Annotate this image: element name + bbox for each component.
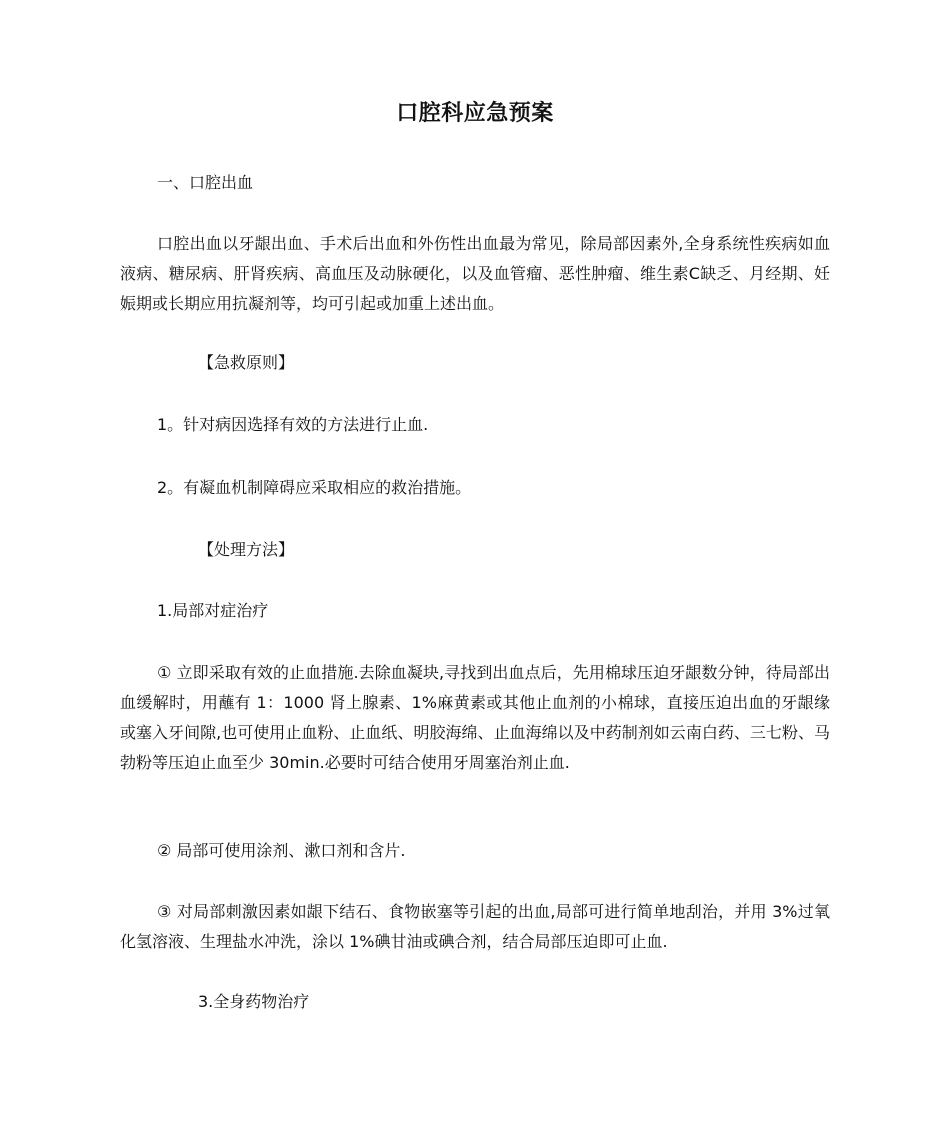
principle-item-1: 1。针对病因选择有效的方法进行止血. bbox=[157, 415, 429, 434]
document-title: 口腔科应急预案 bbox=[396, 101, 554, 126]
section-heading-oral-bleeding: 一、口腔出血 bbox=[157, 173, 254, 192]
systemic-treatment-heading: 3.全身药物治疗 bbox=[198, 992, 310, 1011]
principle-item-2: 2。有凝血机制障碍应采取相应的救治措施。 bbox=[157, 478, 472, 497]
treatment-step-3: ③ 对局部刺激因素如龈下结石、食物嵌塞等引起的出血,局部可进行简单地刮治，并用 3%过氧化氢溶液、生理盐水冲洗，涂以 1%碘甘油或碘合剂，结合局部压迫即可止血. bbox=[120, 902, 830, 951]
treatment-step-1: ① 立即采取有效的止血措施.去除血凝块,寻找到出血点后，先用棉球压迫牙龈数分钟，待局部出血缓解时，用蘸有 1：1000 肾上腺素、1%麻黄素或其他止血剂的小棉球，直接压迫出血的牙龈缘或塞入牙间隙,也可使用止血粉、止血纸、明胶海绵、止血海绵以及中药制剂如云南白药、三七粉、马勃粉等压迫止血至少 30min.必要时可结合使用牙周塞治剂止血. bbox=[120, 663, 830, 772]
first-aid-principles-heading: 【急救原则】 bbox=[198, 353, 295, 372]
treatment-methods-heading: 【处理方法】 bbox=[198, 540, 295, 559]
intro-paragraph: 口腔出血以牙龈出血、手术后出血和外伤性出血最为常见，除局部因素外,全身系统性疾病如血液病、糖尿病、肝肾疾病、高血压及动脉硬化，以及血管瘤、恶性肿瘤、维生素C缺乏、月经期、妊娠期或长期应用抗凝剂等，均可引起或加重上述出血。 bbox=[120, 234, 830, 313]
local-treatment-heading: 1.局部对症治疗 bbox=[157, 601, 269, 620]
treatment-step-2: ② 局部可使用涂剂、漱口剂和含片. bbox=[157, 841, 406, 860]
